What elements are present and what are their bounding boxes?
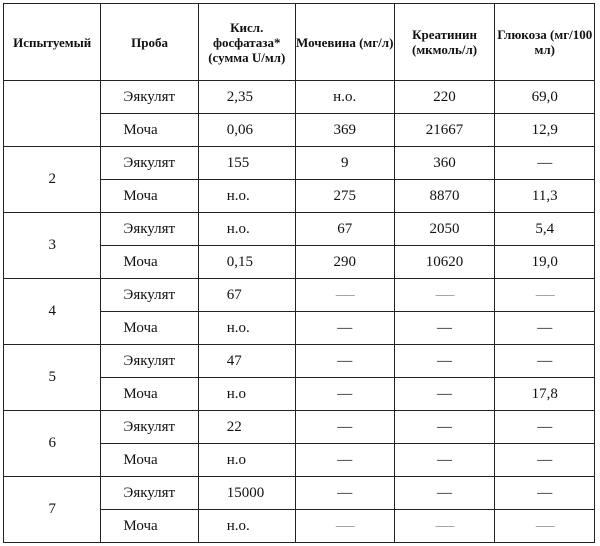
sample-cell: Эякулят — [101, 477, 198, 510]
sample-cell: Моча — [101, 114, 198, 147]
results-table — [3, 3, 595, 543]
creatinine-cell: —— — [394, 279, 495, 312]
creatinine-cell: 10620 — [394, 246, 495, 279]
creatinine-cell: 220 — [394, 81, 495, 114]
glucose-cell: — — [495, 345, 595, 378]
creatinine-cell: — — [394, 477, 495, 510]
glucose-cell: 12,9 — [495, 114, 595, 147]
glucose-cell: 19,0 — [495, 246, 595, 279]
header-sample: Проба — [101, 4, 198, 81]
table-row — [4, 81, 595, 114]
creatinine-cell: 21667 — [394, 114, 495, 147]
sample-cell: Эякулят — [101, 345, 198, 378]
header-subject: Испытуемый — [4, 4, 101, 81]
urea-cell: 290 — [295, 246, 394, 279]
header-acid-phosphatase: Кисл. фосфатаза* (сумма U/мл) — [198, 4, 295, 81]
sample-cell: Эякулят — [101, 81, 198, 114]
header-urea: Мочевина (мг/л) — [295, 4, 394, 81]
urea-cell: — — [295, 444, 394, 477]
urea-cell: — — [295, 378, 394, 411]
acid-phosphatase-cell: 15000 — [198, 477, 295, 510]
header-creatinine: Креатинин (мкмоль/л) — [394, 4, 495, 81]
creatinine-cell: — — [394, 411, 495, 444]
sample-cell: Эякулят — [101, 213, 198, 246]
acid-phosphatase-cell: 0,15 — [198, 246, 295, 279]
acid-phosphatase-cell: 155 — [198, 147, 295, 180]
subject-cell: 3 — [4, 213, 101, 279]
sample-cell: Моча — [101, 378, 198, 411]
subject-cell — [4, 81, 101, 147]
creatinine-cell: —— — [394, 510, 495, 543]
acid-phosphatase-cell: 67 — [198, 279, 295, 312]
glucose-cell: —— — [495, 279, 595, 312]
creatinine-cell: 8870 — [394, 180, 495, 213]
glucose-cell: — — [495, 411, 595, 444]
sample-cell: Эякулят — [101, 147, 198, 180]
urea-cell: 67 — [295, 213, 394, 246]
glucose-cell: — — [495, 444, 595, 477]
creatinine-cell: 2050 — [394, 213, 495, 246]
acid-phosphatase-cell: 0,06 — [198, 114, 295, 147]
creatinine-cell: — — [394, 312, 495, 345]
acid-phosphatase-cell: н.о. — [198, 510, 295, 543]
subject-cell: 5 — [4, 345, 101, 411]
creatinine-cell: — — [394, 378, 495, 411]
sample-cell: Моча — [101, 444, 198, 477]
sample-cell: Эякулят — [101, 279, 198, 312]
sample-cell: Эякулят — [101, 411, 198, 444]
creatinine-cell: 360 — [394, 147, 495, 180]
sample-cell: Моча — [101, 246, 198, 279]
urea-cell: 9 — [295, 147, 394, 180]
urea-cell: 275 — [295, 180, 394, 213]
sample-cell: Моча — [101, 510, 198, 543]
urea-cell: 369 — [295, 114, 394, 147]
table-row — [4, 279, 595, 312]
sample-cell: Моча — [101, 312, 198, 345]
creatinine-cell: — — [394, 345, 495, 378]
urea-cell: — — [295, 411, 394, 444]
glucose-cell: — — [495, 477, 595, 510]
acid-phosphatase-cell: н.о. — [198, 213, 295, 246]
subject-cell: 7 — [4, 477, 101, 543]
table-body — [4, 81, 595, 543]
subject-cell: 4 — [4, 279, 101, 345]
table-row — [4, 213, 595, 246]
glucose-cell: — — [495, 147, 595, 180]
sample-cell: Моча — [101, 180, 198, 213]
urea-cell: —— — [295, 279, 394, 312]
table-row — [4, 411, 595, 444]
glucose-cell: —— — [495, 510, 595, 543]
acid-phosphatase-cell: 47 — [198, 345, 295, 378]
header-glucose: Глюкоза (мг/100 мл) — [495, 4, 595, 81]
subject-cell: 6 — [4, 411, 101, 477]
acid-phosphatase-cell: н.о. — [198, 312, 295, 345]
urea-cell: н.о. — [295, 81, 394, 114]
table-row — [4, 147, 595, 180]
creatinine-cell: — — [394, 444, 495, 477]
glucose-cell: — — [495, 312, 595, 345]
urea-cell: — — [295, 345, 394, 378]
acid-phosphatase-cell: н.о — [198, 444, 295, 477]
acid-phosphatase-cell: н.о. — [198, 180, 295, 213]
urea-cell: —— — [295, 510, 394, 543]
glucose-cell: 17,8 — [495, 378, 595, 411]
glucose-cell: 69,0 — [495, 81, 595, 114]
urea-cell: — — [295, 312, 394, 345]
glucose-cell: 11,3 — [495, 180, 595, 213]
header-row — [4, 4, 595, 81]
acid-phosphatase-cell: 2,35 — [198, 81, 295, 114]
table-row — [4, 345, 595, 378]
acid-phosphatase-cell: 22 — [198, 411, 295, 444]
acid-phosphatase-cell: н.о — [198, 378, 295, 411]
urea-cell: — — [295, 477, 394, 510]
table-row — [4, 477, 595, 510]
subject-cell: 2 — [4, 147, 101, 213]
glucose-cell: 5,4 — [495, 213, 595, 246]
